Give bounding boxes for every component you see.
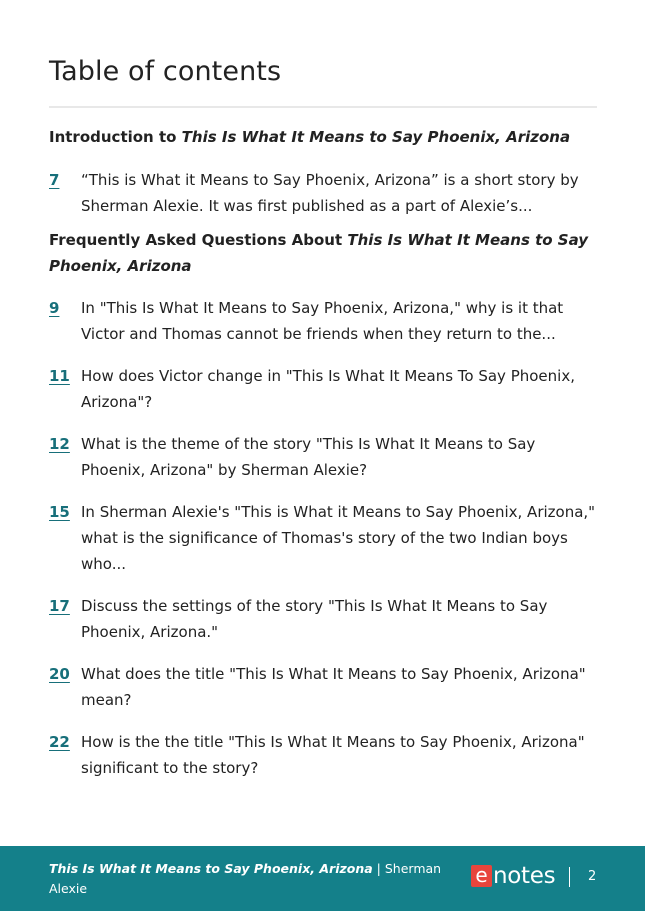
page-link[interactable]: 12 — [49, 435, 70, 453]
toc-entry — [49, 499, 597, 577]
section-heading-prefix: Introduction to — [49, 128, 182, 146]
entry-text: “This is What it Means to Say Phoenix, Arizona” is a short story by Sherman Alexie. It was first published as a part of Alexie’s... — [81, 171, 579, 215]
footer-citation — [49, 859, 459, 899]
page-link[interactable]: 22 — [49, 733, 70, 751]
page-link[interactable]: 11 — [49, 367, 70, 385]
footer-separator: | — [376, 861, 381, 876]
section-heading-prefix: Frequently Asked Questions About — [49, 231, 348, 249]
toc-entry — [49, 431, 597, 483]
enotes-logo-text: notes — [493, 863, 556, 889]
entry-text: What is the theme of the story "This Is What It Means to Say Phoenix, Arizona" by Sherman Alexie? — [81, 435, 536, 479]
toc-entry — [49, 593, 597, 645]
page-link[interactable]: 7 — [49, 171, 60, 189]
toc-entry — [49, 167, 597, 219]
entry-text: What does the title "This Is What It Means to Say Phoenix, Arizona" mean? — [81, 665, 586, 709]
footer-book-title: This Is What It Means to Say Phoenix, Arizona — [49, 861, 373, 876]
enotes-logo[interactable] — [471, 863, 555, 889]
section-heading-book-title: This Is What It Means to Say Phoenix, Arizona — [181, 128, 571, 146]
toc-entry — [49, 729, 597, 781]
entry-text: In Sherman Alexie's "This is What it Means to Say Phoenix, Arizona," what is the significance of Thomas's story of the two Indian boys who... — [81, 503, 596, 573]
section-heading-introduction — [49, 124, 597, 150]
entry-text: How does Victor change in "This Is What It Means To Say Phoenix, Arizona"? — [81, 367, 575, 411]
page-link[interactable]: 20 — [49, 665, 70, 683]
enotes-logo-icon: e — [471, 865, 492, 887]
toc-entry — [49, 363, 597, 415]
page-footer — [0, 846, 645, 911]
page-number: 2 — [588, 869, 597, 884]
entry-text: How is the the title "This Is What It Means to Say Phoenix, Arizona" significant to the story? — [81, 733, 585, 777]
entry-text: In "This Is What It Means to Say Phoenix, Arizona," why is it that Victor and Thomas cannot be friends when they return to the... — [81, 299, 564, 343]
toc-entry — [49, 661, 597, 713]
toc-entry — [49, 295, 597, 347]
toc-content — [49, 124, 597, 781]
entry-text: Discuss the settings of the story "This Is What It Means to Say Phoenix, Arizona." — [81, 597, 548, 641]
footer-author: Sherman Alexie — [49, 861, 442, 896]
section-heading-book-title: This Is What It Means to Say Phoenix, Arizona — [49, 231, 589, 275]
page-link[interactable]: 17 — [49, 597, 70, 615]
page-title: Table of contents — [49, 56, 282, 87]
page-link[interactable]: 15 — [49, 503, 70, 521]
page-link[interactable]: 9 — [49, 299, 60, 317]
section-heading-faq — [49, 227, 597, 279]
footer-divider — [569, 867, 570, 887]
title-divider — [49, 106, 597, 108]
